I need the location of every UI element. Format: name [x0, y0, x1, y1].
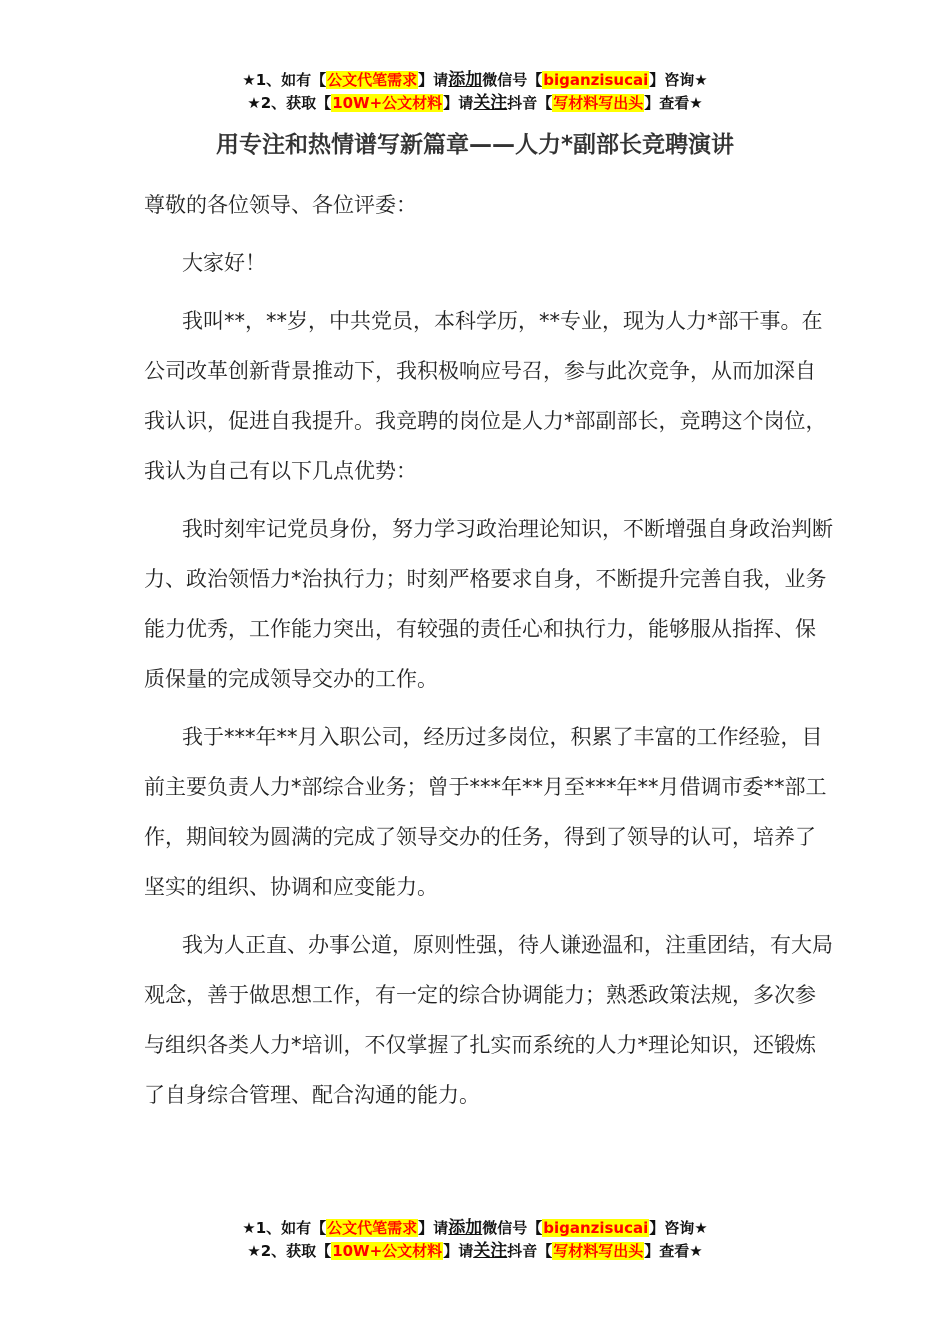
header-banner — [0, 69, 950, 115]
highlight-wechat-id: biganzisucai — [543, 1219, 649, 1237]
highlight-wechat-id: biganzisucai — [543, 71, 649, 89]
paragraph: 我时刻牢记党员身份，努力学习政治理论知识，不断增强自身政治判断力、政治领悟力*治执行力；时刻严格要求自身，不断提升完善自我，业务能力优秀，工作能力突出，有较强的责任心和执行力，能够服从指挥、保质保量的完成领导交办的工作。 — [144, 517, 833, 691]
banner-text: 】查看★ — [644, 1242, 703, 1260]
paragraph: 我于***年**月入职公司，经历过多岗位，积累了丰富的工作经验，目前主要负责人力*部综合业务；曾于***年**月至***年**月借调市委**部工作，期间较为圆满的完成了领导交办的任务，得到了领导的认可，培养了坚实的组织、协调和应变能力。 — [144, 725, 827, 899]
banner-line-2 — [0, 1240, 950, 1263]
paragraph: 我叫**，**岁，中共党员，本科学历，**专业，现为人力*部干事。在公司改革创新背景推动下，我积极响应号召，参与此次竞争，从而加深自我认识，促进自我提升。我竞聘的岗位是人力*部副部长，竞聘这个岗位，我认为自己有以下几点优势： — [144, 309, 827, 483]
document-body — [144, 180, 834, 1128]
highlight-service: 公文代笔需求 — [327, 71, 418, 89]
footer-banner — [0, 1217, 950, 1263]
banner-text: 抖音【 — [507, 1242, 553, 1260]
underlined-text: 添加 — [448, 70, 483, 90]
banner-text: 】咨询★ — [649, 1219, 708, 1237]
salutation: 尊敬的各位领导、各位评委： — [144, 193, 417, 217]
banner-line-1 — [0, 69, 950, 92]
highlight-service: 公文代笔需求 — [327, 1219, 418, 1237]
banner-text: 】请 — [443, 1242, 474, 1260]
paragraph: 我为人正直、办事公道，原则性强，待人谦逊温和，注重团结，有大局观念，善于做思想工作，有一定的综合协调能力；熟悉政策法规，多次参与组织各类人力*培训，不仅掌握了扎实而系统的人力*理论知识，还锻炼了自身综合管理、配合沟通的能力。 — [144, 933, 833, 1107]
underlined-text: 关注 — [473, 1241, 508, 1261]
banner-text: ★1、如有【 — [242, 1219, 327, 1237]
banner-text: 微信号【 — [482, 71, 543, 89]
banner-line-2 — [0, 92, 950, 115]
banner-line-1 — [0, 1217, 950, 1240]
document-title: 用专注和热情谱写新篇章——人力*副部长竞聘演讲 — [215, 132, 735, 158]
banner-text: 】请 — [443, 94, 474, 112]
highlight-douyin: 写材料写出头 — [553, 94, 644, 112]
banner-text: 】咨询★ — [649, 71, 708, 89]
highlight-douyin: 写材料写出头 — [553, 1242, 644, 1260]
banner-text: 】请 — [418, 71, 449, 89]
underlined-text: 关注 — [473, 93, 508, 113]
banner-text: 微信号【 — [482, 1219, 543, 1237]
highlight-materials: 10W+公文材料 — [332, 1242, 443, 1260]
banner-text: ★1、如有【 — [242, 71, 327, 89]
banner-text: 抖音【 — [507, 94, 553, 112]
banner-text: ★2、获取【 — [247, 94, 332, 112]
highlight-materials: 10W+公文材料 — [332, 94, 443, 112]
banner-text: ★2、获取【 — [247, 1242, 332, 1260]
underlined-text: 添加 — [448, 1218, 483, 1238]
banner-text: 】请 — [418, 1219, 449, 1237]
banner-text: 】查看★ — [644, 94, 703, 112]
greeting: 大家好！ — [182, 251, 266, 275]
